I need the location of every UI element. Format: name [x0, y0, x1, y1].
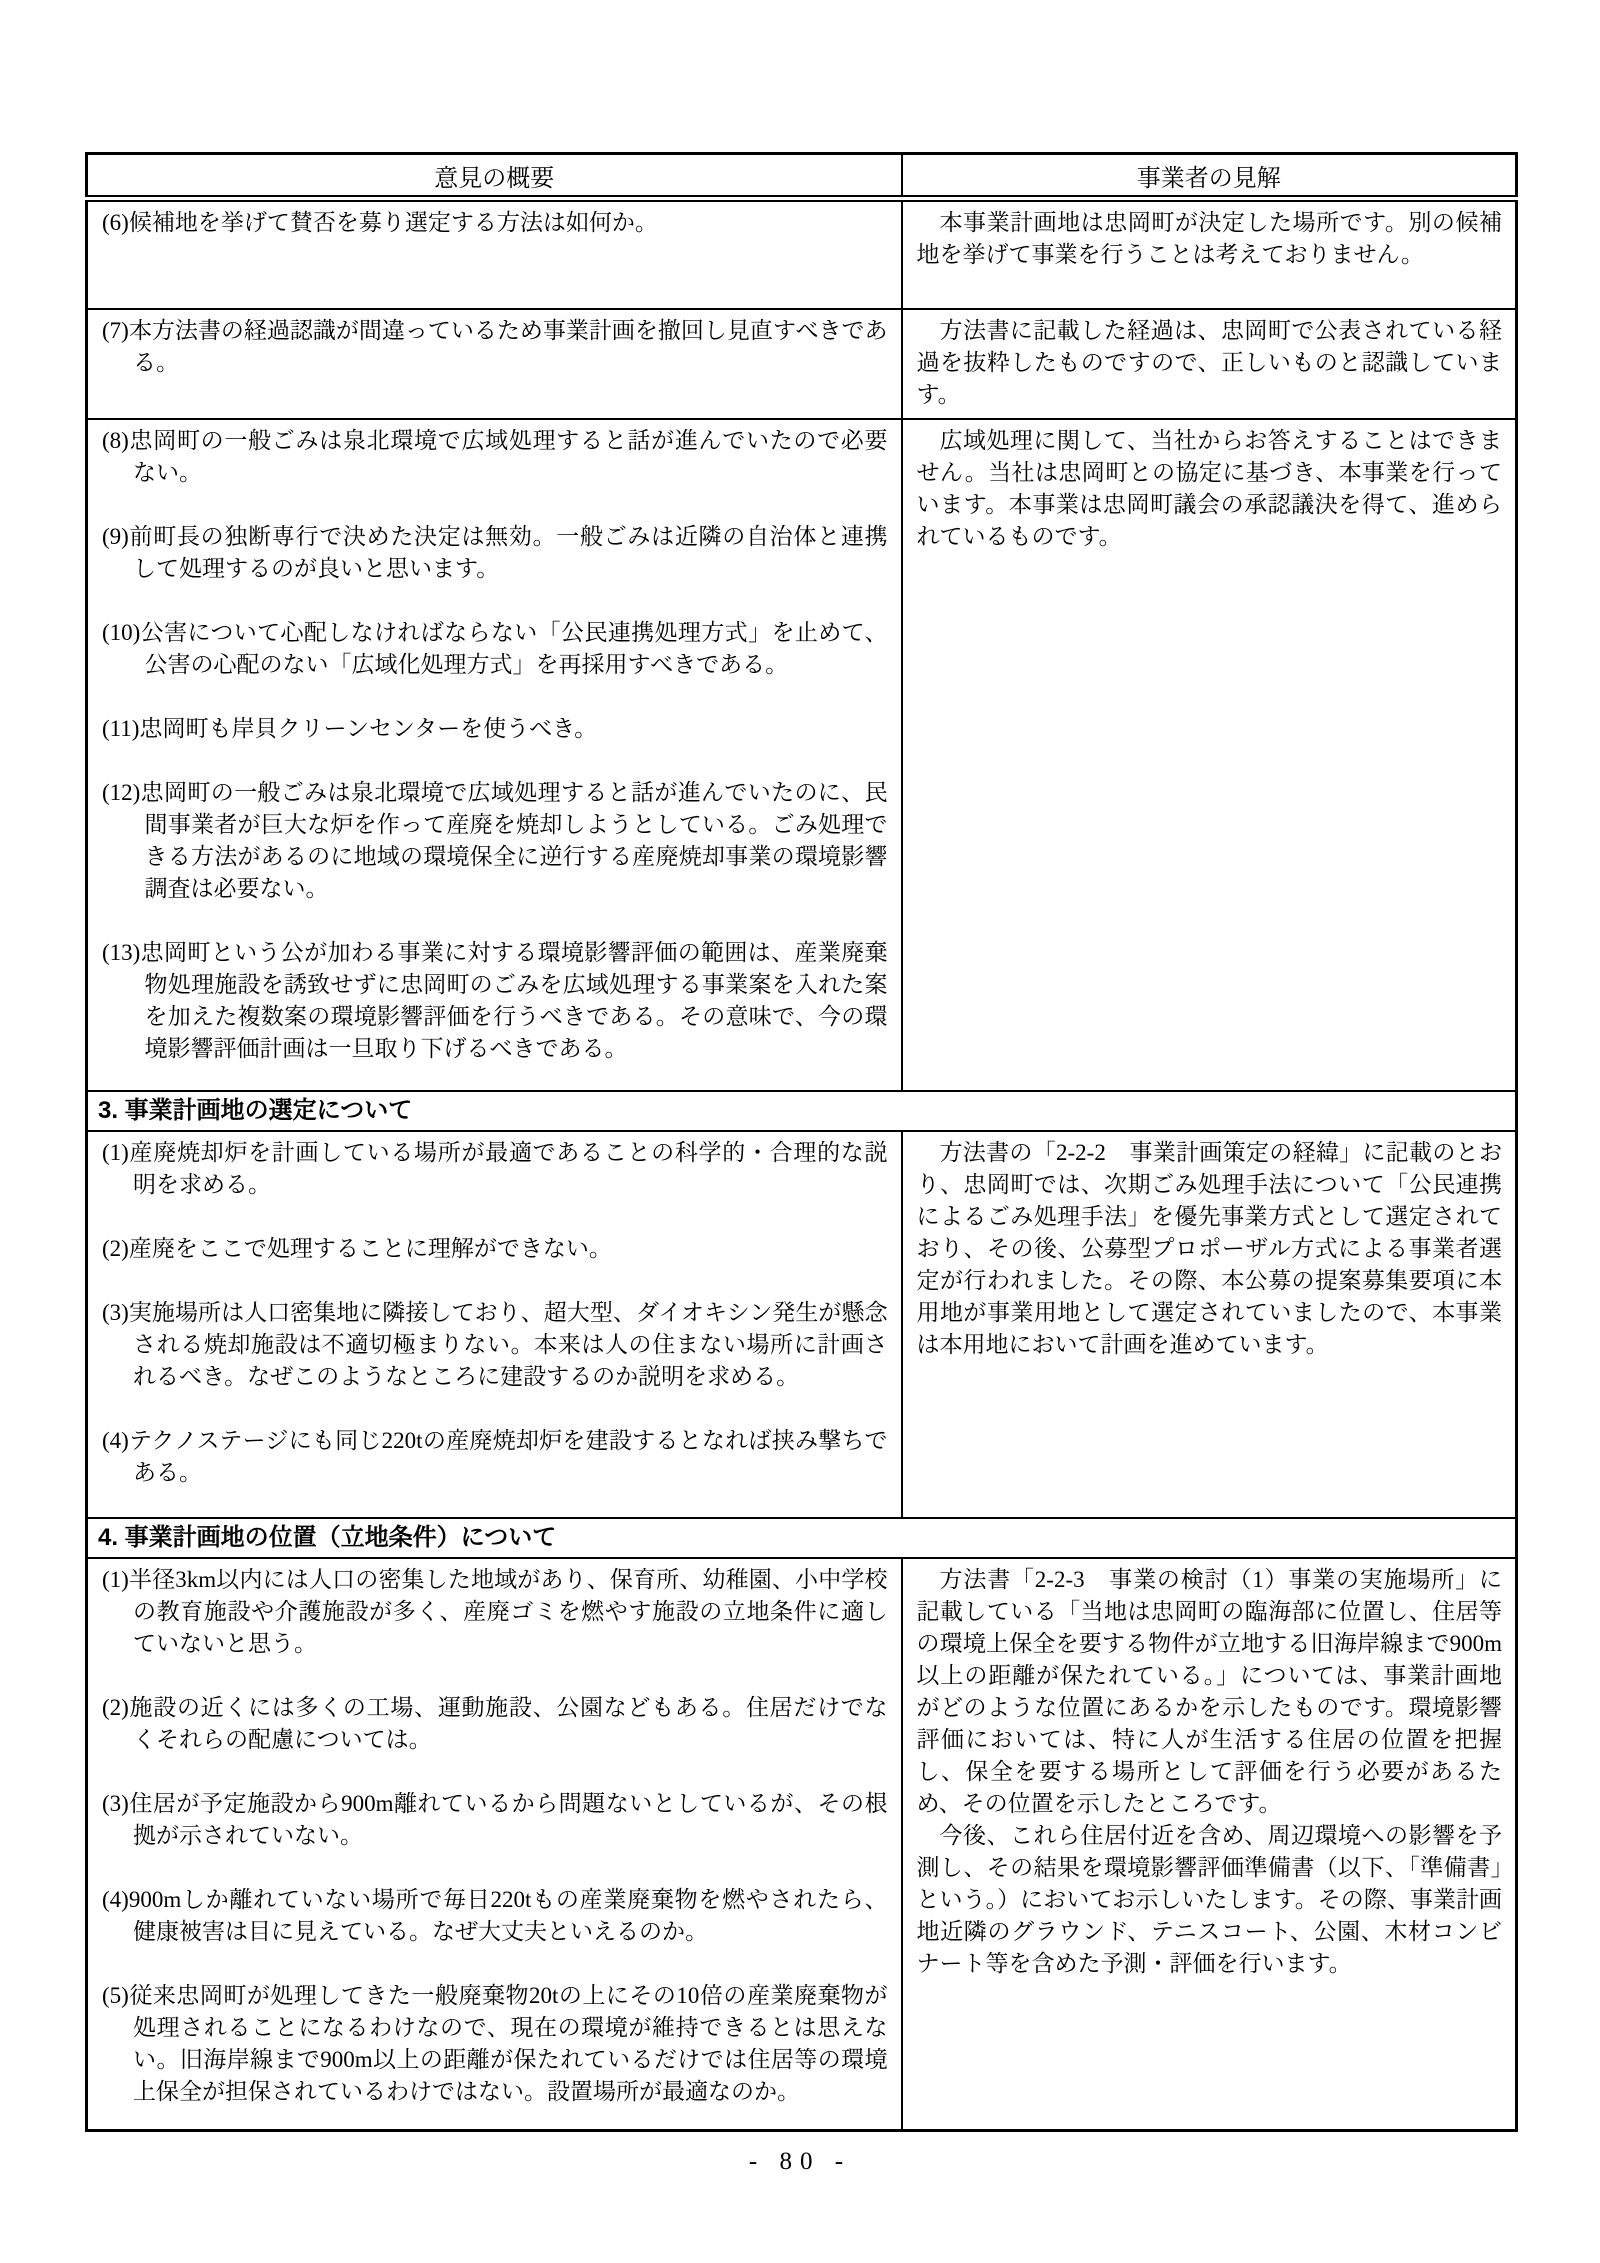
- table-row-item-6: [87, 199, 1517, 310]
- opinion-item: (8)忠岡町の一般ごみは泉北環境で広域処理すると話が進んでいたので必要ない。: [102, 428, 888, 485]
- opinion-cell-section4: [87, 1558, 902, 2131]
- column-header-operator: 事業者の見解: [902, 154, 1517, 199]
- section-title-3: 3. 事業計画地の選定について: [87, 1091, 1517, 1131]
- opinion-item: (4)テクノステージにも同じ220tの産廃焼却炉を建設するとなれば挟み撃ちである。: [102, 1428, 888, 1485]
- page-number: - 80 -: [748, 2148, 852, 2175]
- opinion-item: (5)従来忠岡町が処理してきた一般廃棄物20tの上にその10倍の産業廃棄物が処理されることになるわけなので、現在の環境が維持できるとは思えない。旧海岸線まで900m以上の距離が保たれているだけでは住居等の環境上保全が担保されているわけではない。設置場所が最適なのか。: [102, 1983, 888, 2104]
- response-paragraph: 方法書「2-2-3 事業の検討（1）事業の実施場所」に記載している「当地は忠岡町の臨海部に位置し、住居等の環境上保全を要する物件が立地する旧海岸線まで900m以上の距離が保たれている。」については、事業計画地がどのような位置にあるかを示したものです。環境影響評価においては、特に人が生活する住居の位置を把握し、保全を要する場所として評価を行う必要があるため、その位置を示したところです。: [916, 1567, 1503, 1816]
- response-paragraph: 本事業計画地は忠岡町が決定した場所です。別の候補地を挙げて事業を行うことは考えておりません。: [916, 210, 1502, 267]
- section-header-row-3: [87, 1091, 1517, 1131]
- opinion-item: (3)住居が予定施設から900m離れているから問題ないとしているが、その根拠が示されていない。: [102, 1791, 888, 1848]
- response-paragraph: 今後、これら住居付近を含め、周辺環境への影響を予測し、その結果を環境影響評価準備書（以下、「準備書」という。）においてお示しいたします。その際、事業計画地近隣のグラウンド、テニスコート、公園、木材コンビナート等を含めた予測・評価を行います。: [916, 1823, 1502, 1976]
- response-cell-section3: [902, 1131, 1517, 1518]
- opinion-item: (1)産廃焼却炉を計画している場所が最適であることの科学的・合理的な説明を求める。: [102, 1140, 888, 1197]
- response-paragraph: 方法書の「2-2-2 事業計画策定の経緯」に記載のとおり、忠岡町では、次期ごみ処理手法について「公民連携によるごみ処理手法」を優先事業方式として選定されており、その後、公募型プロポーザル方式による事業者選定が行われました。その際、本公募の提案募集要項に本用地が事業用地として選定されていましたので、本事業は本用地において計画を進めています。: [916, 1140, 1502, 1357]
- response-cell-item-7: [902, 309, 1517, 419]
- opinion-cell-item-6: [87, 199, 902, 310]
- section-title-4: 4. 事業計画地の位置（立地条件）について: [87, 1518, 1517, 1558]
- opinion-item: (1)半径3km以内には人口の密集した地域があり、保育所、幼稚園、小中学校の教育施設や介護施設が多く、産廃ゴミを燃やす施設の立地条件に適していないと思う。: [102, 1567, 888, 1656]
- opinion-response-table: [85, 152, 1518, 2132]
- opinion-item: (9)前町長の独断専行で決めた決定は無効。一般ごみは近隣の自治体と連携して処理するのが良いと思います。: [102, 524, 888, 581]
- column-header-opinion: 意見の概要: [87, 154, 902, 199]
- response-cell-item-6: [902, 199, 1517, 310]
- opinion-cell-items-8-13: [87, 419, 902, 1091]
- table-row-section4-items: [87, 1558, 1517, 2131]
- opinion-item: (3)実施場所は人口密集地に隣接しており、超大型、ダイオキシン発生が懸念される焼却施設は不適切極まりない。本来は人の住まない場所に計画されるべき。なぜこのようなところに建設するのか説明を求める。: [102, 1300, 888, 1389]
- table-row-item-7: [87, 309, 1517, 419]
- opinion-item: (2)産廃をここで処理することに理解ができない。: [102, 1236, 612, 1261]
- response-cell-section4: [902, 1558, 1517, 2131]
- response-paragraph: 広域処理に関して、当社からお答えすることはできません。当社は忠岡町との協定に基づき、本事業を行っています。本事業は忠岡町議会の承認議決を得て、進められているものです。: [916, 428, 1502, 549]
- opinion-item: (12)忠岡町の一般ごみは泉北環境で広域処理すると話が進んでいたのに、民間事業者が巨大な炉を作って産廃を焼却しようとしている。ごみ処理できる方法があるのに地域の環境保全に逆行する産廃焼却事業の環境影響調査は必要ない。: [102, 780, 888, 901]
- table-row-section3-items: [87, 1131, 1517, 1518]
- opinion-cell-section3: [87, 1131, 902, 1518]
- table-row-items-8-13: [87, 419, 1517, 1091]
- section-header-row-4: [87, 1518, 1517, 1558]
- opinion-item: (13)忠岡町という公が加わる事業に対する環境影響評価の範囲は、産業廃棄物処理施設を誘致せずに忠岡町のごみを広域処理する事業案を入れた案を加えた複数案の環境影響評価を行うべきである。その意味で、今の環境影響評価計画は一旦取り下げるべきである。: [102, 940, 888, 1061]
- opinion-item: (6)候補地を挙げて賛否を募り選定する方法は如何か。: [102, 210, 658, 235]
- opinion-item: (4)900mしか離れていない場所で毎日220tもの産業廃棄物を燃やされたら、健康被害は目に見えている。なぜ大丈夫といえるのか。: [102, 1887, 888, 1944]
- opinion-cell-item-7: [87, 309, 902, 419]
- opinion-item: (10)公害について心配しなければならない「公民連携処理方式」を止めて、公害の心配のない「広域化処理方式」を再採用すべきである。: [102, 620, 888, 677]
- response-paragraph: 方法書に記載した経過は、忠岡町で公表されている経過を抜粋したものですので、正しいものと認識しています。: [916, 318, 1502, 407]
- opinion-item: (7)本方法書の経過認識が間違っているため事業計画を撤回し見直すべきである。: [102, 318, 888, 375]
- opinion-item: (2)施設の近くには多くの工場、運動施設、公園などもある。住居だけでなくそれらの配慮については。: [102, 1695, 888, 1752]
- response-cell-items-8-13: [902, 419, 1517, 1091]
- opinion-item: (11)忠岡町も岸貝クリーンセンターを使うべき。: [102, 716, 598, 741]
- table-header-row: [87, 154, 1517, 199]
